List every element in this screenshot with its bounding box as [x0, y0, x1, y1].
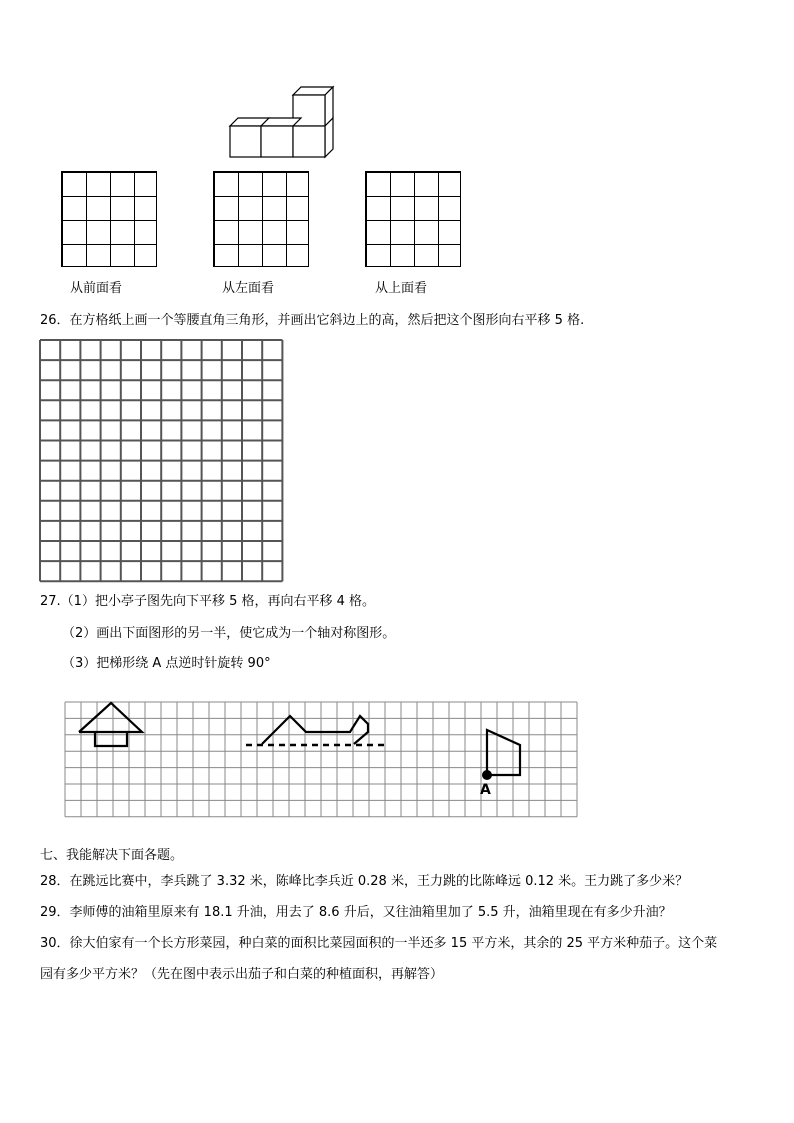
- question-28: 28．在跳远比赛中，李兵跳了 3.32 米，陈峰比李兵近 0.28 米，王力跳的比陈峰远 0.12 米。王力跳了多少米？: [40, 874, 689, 889]
- top-view-caption: 从上面看: [375, 281, 428, 296]
- question-30-line1: 30．徐大伯家有一个长方形菜园，种白菜的面积比菜园面积的一半还多 15 平方米，其余的 25 平方米种茄子。这个菜: [40, 936, 718, 951]
- top-view-grid[interactable]: [365, 171, 461, 267]
- question-30-line2: 园有多少平方米？（先在图中表示出茄子和白菜的种植面积，再解答）: [40, 967, 444, 982]
- front-view-caption: 从前面看: [70, 281, 123, 296]
- trapezoid-shape: [487, 730, 520, 775]
- question-26: 26．在方格纸上画一个等腰直角三角形，并画出它斜边上的高，然后把这个图形向右平移 5 格.: [40, 313, 585, 328]
- half-figure-shape: [262, 716, 368, 744]
- question-27-part2: （2）画出下面图形的另一半，使它成为一个轴对称图形。: [62, 626, 396, 641]
- point-a-label: A: [480, 782, 491, 798]
- transform-grid-figure[interactable]: [64, 701, 579, 821]
- question-27-part1: 27.（1）把小亭子图先向下平移 5 格，再向右平移 4 格。: [40, 594, 376, 609]
- question-27-part3: （3）把梯形绕 A 点逆时针旋转 90°: [62, 656, 271, 671]
- pavilion-shape: [79, 703, 142, 746]
- left-view-grid[interactable]: [213, 171, 309, 267]
- section-7-heading: 七、我能解决下面各题。: [40, 848, 184, 863]
- front-view-grid[interactable]: [61, 171, 157, 267]
- question-29: 29．李师傅的油箱里原来有 18.1 升油，用去了 8.6 升后，又往油箱里加了 5.5 升，油箱里现在有多少升油？: [40, 905, 672, 920]
- square-grid-paper[interactable]: [39, 339, 284, 582]
- cube-stack-figure: [225, 85, 340, 160]
- point-a-dot: [482, 770, 492, 780]
- left-view-caption: 从左面看: [222, 281, 275, 296]
